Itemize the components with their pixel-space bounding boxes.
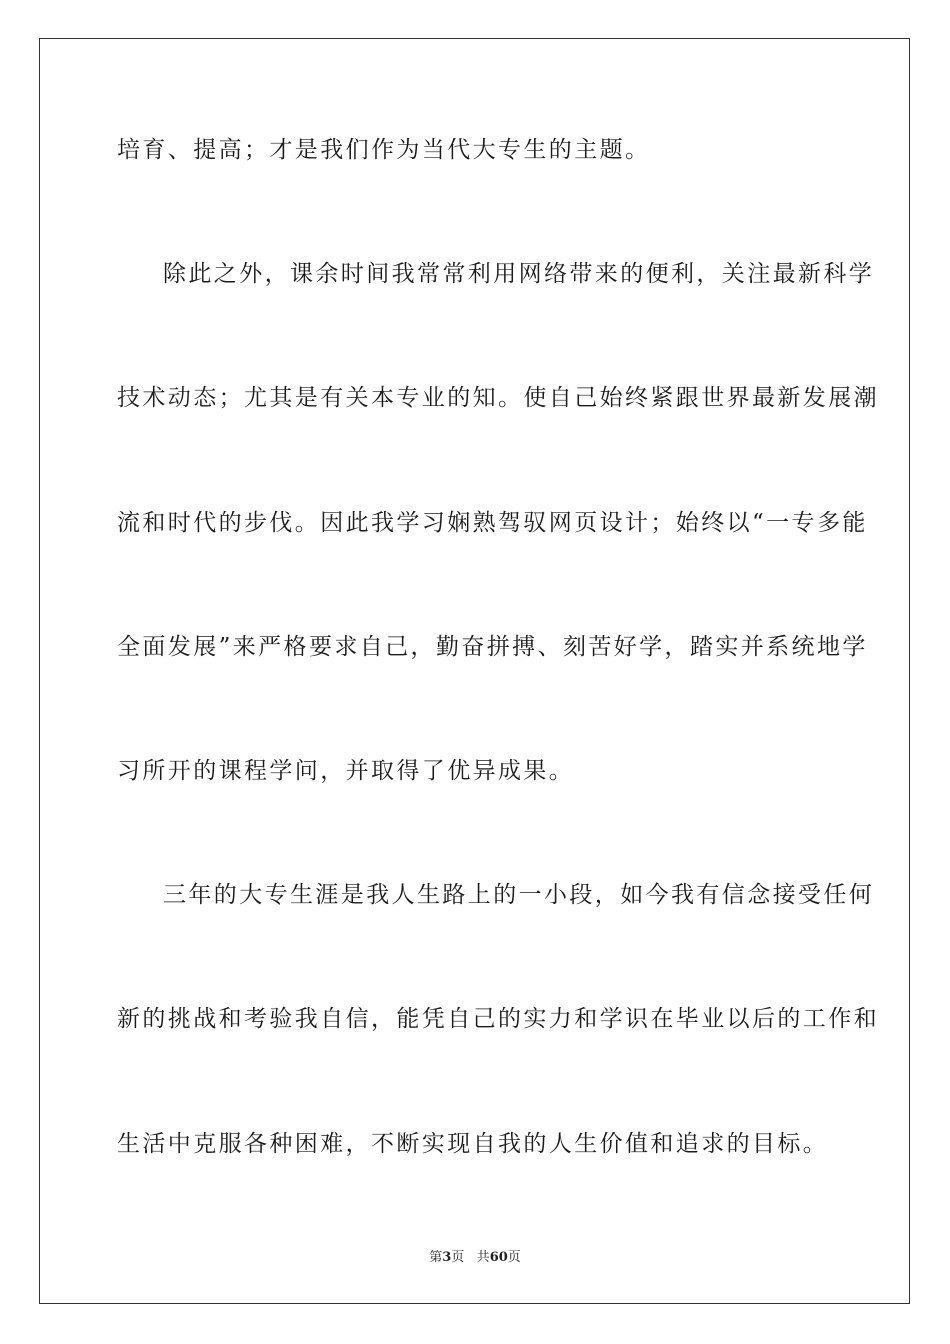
page-total: 60 [489,1250,508,1265]
page-footer [0,1249,950,1267]
text-line: 习所开的课程学问，并取得了优异成果。 [117,758,575,784]
text-line: 技术动态；尤其是有关本专业的知。使自己始终紧跟世界最新发展潮 [117,385,879,411]
text-line: 流和时代的步伐。因此我学习娴熟驾驭网页设计；始终以“一专多能 [117,510,868,536]
total-suffix: 页 [507,1250,521,1265]
text-line: 除此之外，课余时间我常常利用网络带来的便利，关注最新科学 [163,261,875,287]
text-line: 全面发展”来严格要求自己，勤奋拼搏、刻苦好学，踏实并系统地学 [117,634,868,660]
page-border [39,38,910,1304]
text-line: 生活中克服各种困难，不断实现自我的人生价值和追求的目标。 [117,1131,829,1157]
text-line: 三年的大专生涯是我人生路上的一小段，如今我有信念接受任何 [163,882,875,908]
total-prefix: 共 [476,1250,490,1265]
page-current: 3 [442,1250,452,1265]
page-suffix: 页 [451,1250,465,1265]
text-line: 新的挑战和考验我自信，能凭自己的实力和学识在毕业以后的工作和 [117,1006,879,1032]
text-line: 培育、提高；才是我们作为当代大专生的主题。 [117,137,651,163]
page-prefix: 第 [429,1250,443,1265]
